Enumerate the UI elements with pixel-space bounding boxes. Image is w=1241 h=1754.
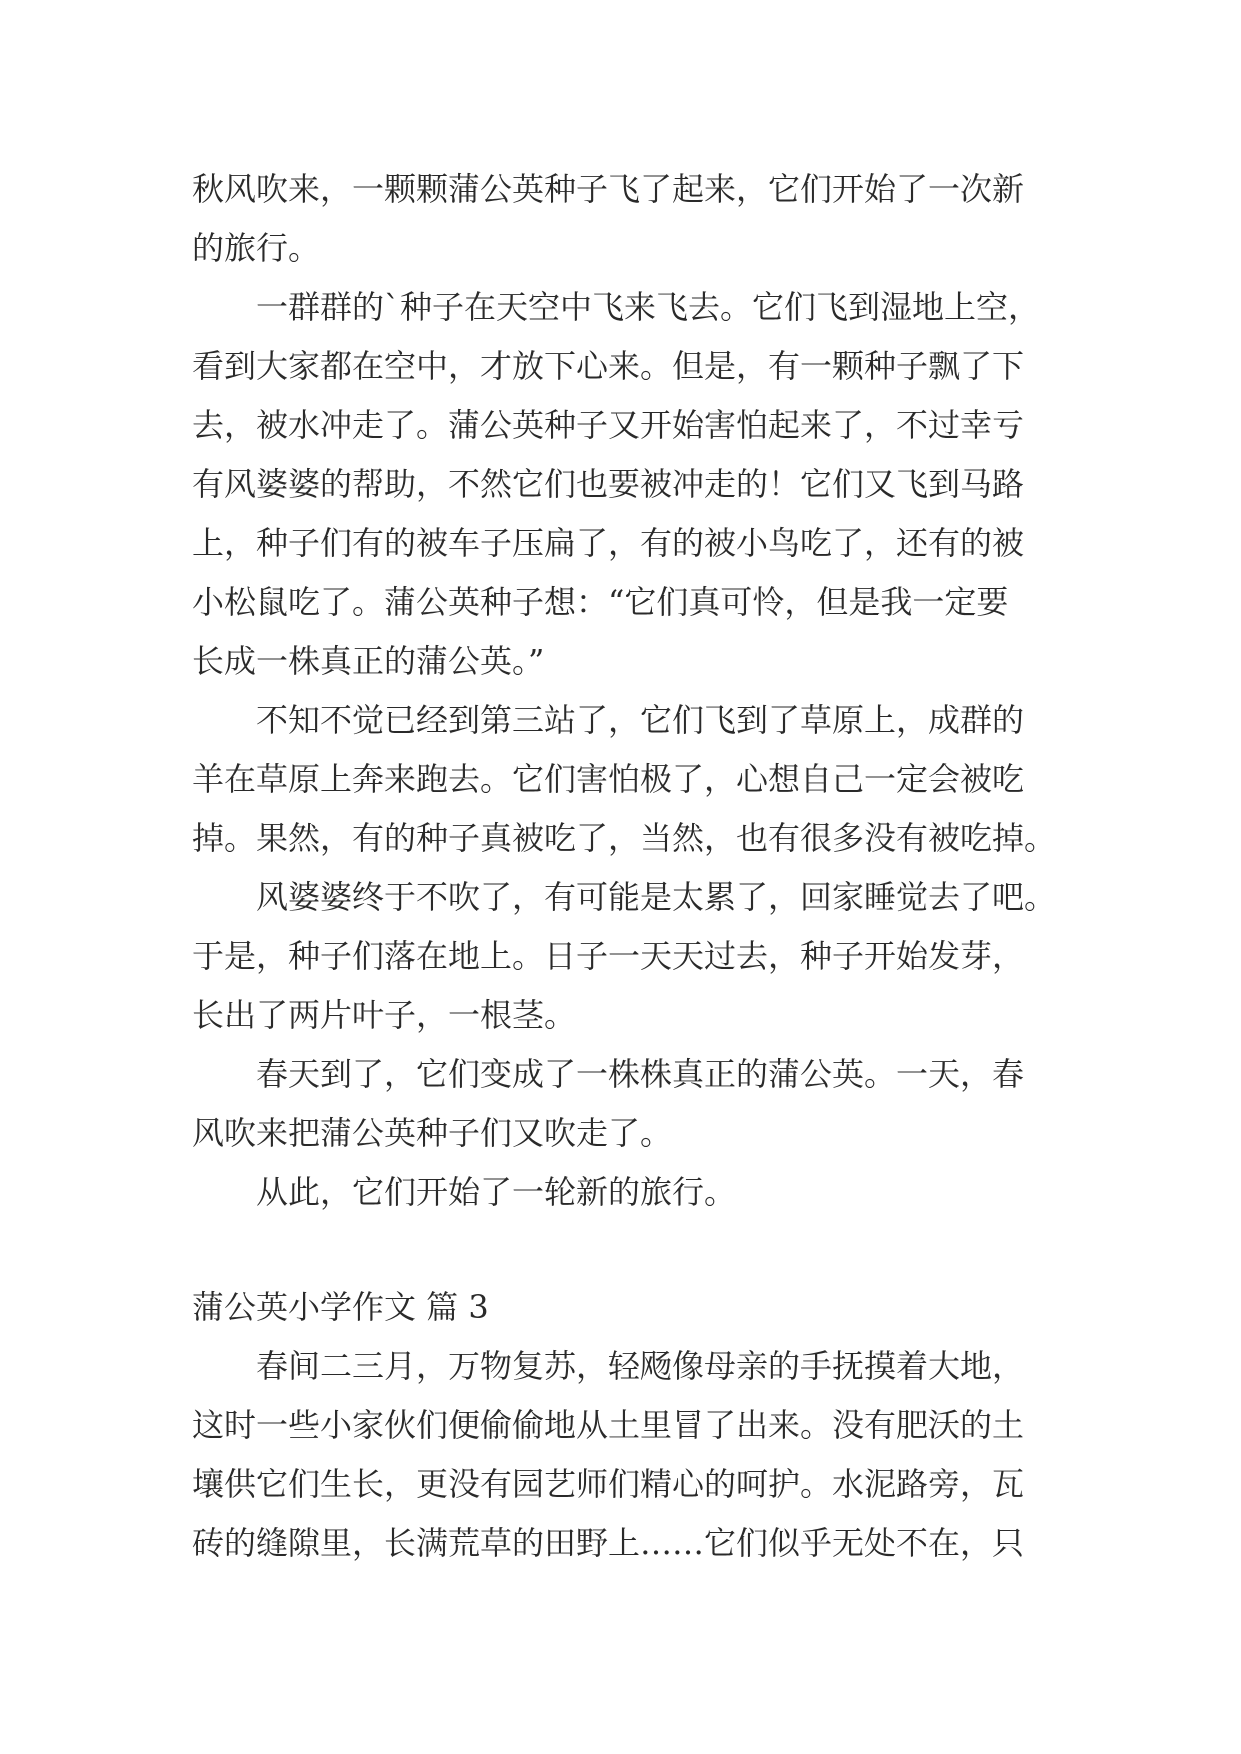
paragraph <box>192 868 1072 1045</box>
text-line: 春天到了，它们变成了一株株真正的蒲公英。一天，春 <box>256 1055 1025 1093</box>
text-line: 长出了两片叶子，一根茎。 <box>192 996 577 1034</box>
text-line: 春间二三月，万物复苏，轻飏像母亲的手抚摸着大地， <box>256 1347 1025 1385</box>
paragraph <box>192 1045 1072 1163</box>
text-line: 风吹来把蒲公英种子们又吹走了。 <box>192 1114 673 1152</box>
paragraph <box>192 691 1072 868</box>
section-gap <box>192 1222 1072 1278</box>
text-line: 上，种子们有的被车子压扁了，有的被小鸟吃了，还有的被 <box>192 524 1025 562</box>
text-line: 从此，它们开始了一轮新的旅行。 <box>256 1173 737 1211</box>
section-heading <box>192 1278 1072 1337</box>
text-line: 的旅行。 <box>192 229 321 267</box>
heading-text: 蒲公英小学作文 篇 3 <box>192 1288 489 1326</box>
text-line: 不知不觉已经到第三站了，它们飞到了草原上，成群的 <box>256 701 1025 739</box>
text-line: 秋风吹来，一颗颗蒲公英种子飞了起来，它们开始了一次新 <box>192 170 1025 208</box>
text-line: 长成一株真正的蒲公英。” <box>192 642 545 680</box>
text-line: 看到大家都在空中，才放下心来。但是，有一颗种子飘了下 <box>192 347 1025 385</box>
text-line: 有风婆婆的帮助，不然它们也要被冲走的！它们又飞到马路 <box>192 465 1025 503</box>
text-line: 壤供它们生长，更没有园艺师们精心的呵护。水泥路旁，瓦 <box>192 1465 1025 1503</box>
paragraph <box>192 160 1072 278</box>
text-line: 于是，种子们落在地上。日子一天天过去，种子开始发芽， <box>192 937 1025 975</box>
text-line: 去，被水冲走了。蒲公英种子又开始害怕起来了，不过幸亏 <box>192 406 1025 444</box>
text-line: 砖的缝隙里，长满荒草的田野上……它们似乎无处不在，只 <box>192 1524 1025 1562</box>
text-line: 掉。果然，有的种子真被吃了，当然，也有很多没有被吃掉。 <box>192 819 1057 857</box>
paragraph <box>192 1163 1072 1222</box>
paragraph <box>192 1337 1072 1573</box>
document-page <box>192 160 1072 1573</box>
text-line: 这时一些小家伙们便偷偷地从土里冒了出来。没有肥沃的土 <box>192 1406 1025 1444</box>
text-line: 羊在草原上奔来跑去。它们害怕极了，心想自己一定会被吃 <box>192 760 1025 798</box>
text-line: 一群群的`种子在天空中飞来飞去。它们飞到湿地上空， <box>256 288 1041 326</box>
text-line: 小松鼠吃了。蒲公英种子想：“它们真可怜，但是我一定要 <box>192 583 1009 621</box>
paragraph <box>192 278 1072 691</box>
text-line: 风婆婆终于不吹了，有可能是太累了，回家睡觉去了吧。 <box>256 878 1057 916</box>
